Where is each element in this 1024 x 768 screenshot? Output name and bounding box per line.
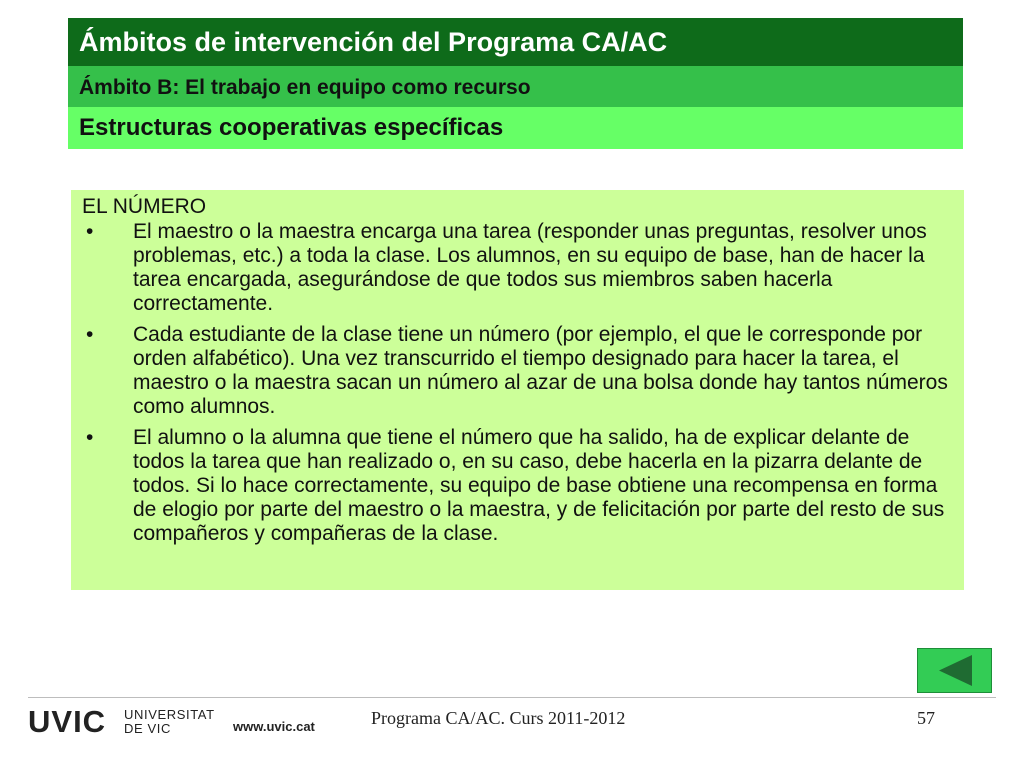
- website-link[interactable]: www.uvic.cat: [233, 719, 315, 734]
- uvic-logo: [28, 704, 223, 739]
- content-heading: EL NÚMERO: [82, 195, 207, 218]
- back-button[interactable]: [917, 648, 992, 693]
- bullet-text: El alumno o la alumna que tiene el número que ha salido, ha de explicar delante de todos la tarea que han realizado o, en su caso, debe hacerla en la pizarra delante de todos. Si lo hace correctamente, su equipo de base obtiene una recompensa en forma de elogio por parte del maestro o la maestra, y de felicitación por parte del resto de sus compañeros y compañeras de la clase.: [133, 426, 945, 545]
- footer-title: Programa CA/AC. Curs 2011-2012: [371, 708, 626, 728]
- content-box: [71, 190, 964, 590]
- bullet-item: [82, 323, 954, 419]
- bullet-marker: •: [86, 426, 94, 449]
- bullet-text: El maestro o la maestra encarga una tarea (responder unas preguntas, resolver unos problemas, etc.) a toda la clase. Los alumnos, en su equipo de base, han de hacer la tarea encargada, asegurándose de que todos sus miembros saben hacerla correctamente.: [133, 220, 927, 315]
- bullet-item: [82, 220, 954, 316]
- footer-divider: [28, 697, 996, 698]
- bullet-marker: •: [86, 220, 94, 243]
- bullet-marker: •: [86, 323, 94, 346]
- logo-mark: UVIC: [28, 704, 107, 739]
- triangle-left-icon: [918, 649, 991, 692]
- bullet-item: [82, 426, 954, 546]
- slide-title: Ámbitos de intervención del Programa CA/AC: [68, 18, 963, 66]
- logo-text: [124, 708, 215, 736]
- section-title: Estructuras cooperativas específicas: [68, 107, 963, 149]
- slide-subtitle: Ámbito B: El trabajo en equipo como recurso: [68, 66, 963, 107]
- page-number: 57: [917, 708, 935, 728]
- logo-line-1: UNIVERSITAT: [124, 707, 215, 722]
- logo-line-2: DE VIC: [124, 721, 171, 736]
- bullet-text: Cada estudiante de la clase tiene un número (por ejemplo, el que le corresponde por orden alfabético). Una vez transcurrido el tiempo designado para hacer la tarea, el maestro o la maestra sacan un número al azar de una bolsa donde hay tantos números como alumnos.: [133, 323, 948, 418]
